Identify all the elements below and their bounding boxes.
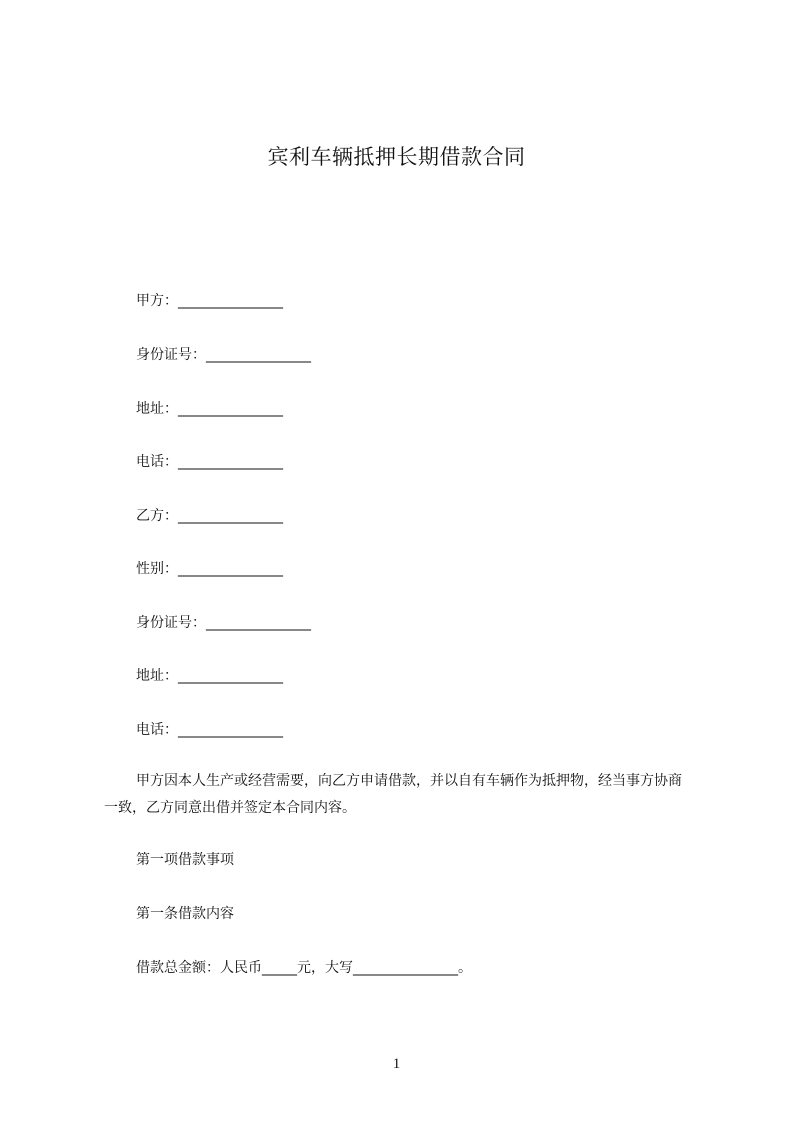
party-a-id-number-field: 身份证号：_______________ <box>136 347 311 363</box>
section-heading: 第一项借款事项 <box>136 852 234 868</box>
party-a-phone-field: 电话：_______________ <box>136 454 283 470</box>
party-b-id-number-field: 身份证号：_______________ <box>136 615 311 631</box>
party-b-gender-field: 性别：_______________ <box>136 561 283 577</box>
party-a-address-field: 地址：_______________ <box>136 401 283 417</box>
party-a-field: 甲方：_______________ <box>136 293 283 309</box>
party-b-address-field: 地址：_______________ <box>136 668 283 684</box>
article-heading: 第一条借款内容 <box>136 906 234 922</box>
party-b-field: 乙方：_______________ <box>136 508 283 524</box>
page-title: 宾利车辆抵押长期借款合同 <box>267 145 526 169</box>
loan-amount-line: 借款总金额：人民币_____元，大写_______________。 <box>136 960 472 976</box>
party-b-phone-field: 电话：_______________ <box>136 722 283 738</box>
page-number: 1 <box>392 1056 401 1072</box>
intro-paragraph: 甲方因本人生产或经营需要，向乙方申请借款，并以自有车辆作为抵押物，经当事方协商一致，乙方同意出借并签定本合同内容。 <box>104 773 682 816</box>
